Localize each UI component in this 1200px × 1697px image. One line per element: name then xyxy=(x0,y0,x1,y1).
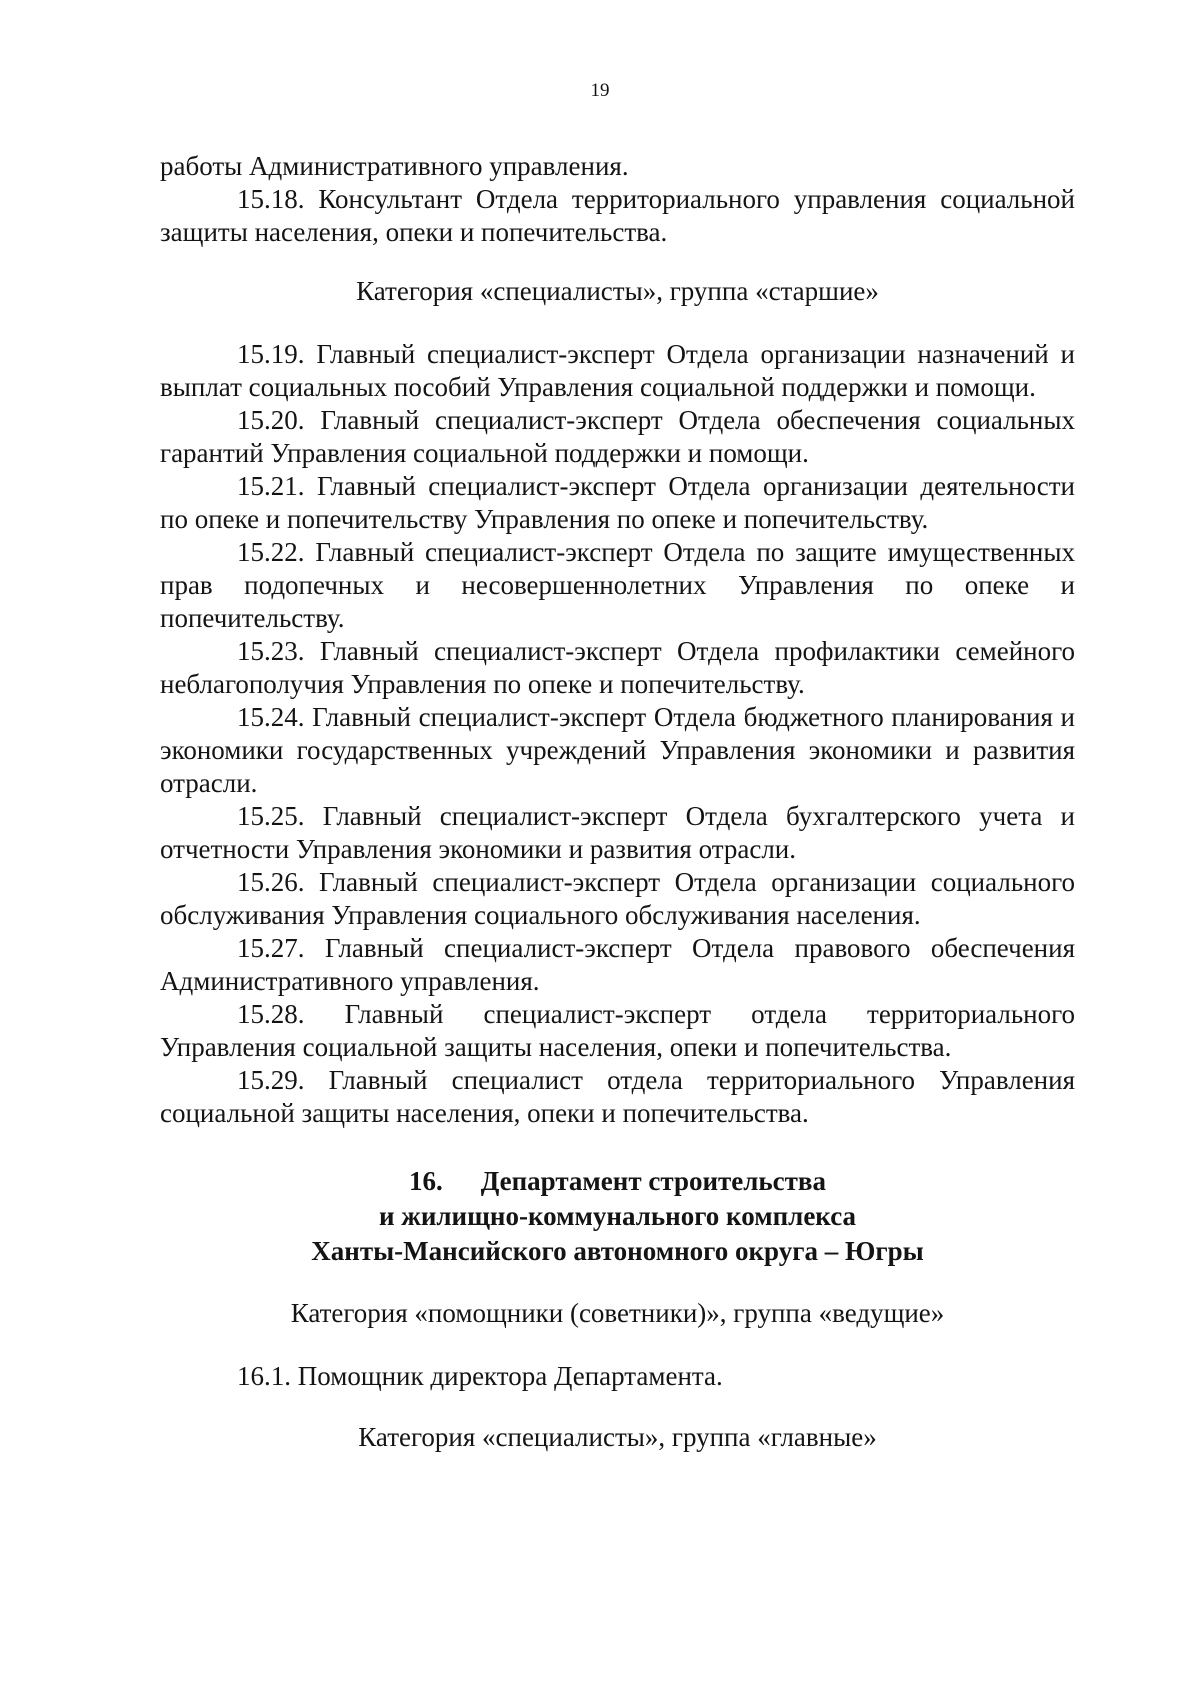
list-item: 15.24. Главный специалист-эксперт Отдела бюджетного планирования и экономики государственных учреждений Управления экономики и развития отрасли. xyxy=(160,702,1075,798)
section-title-text: Департамент строительства xyxy=(480,1166,827,1196)
list-item: 15.26. Главный специалист-эксперт Отдела организации социального обслуживания Управления социального обслуживания населения. xyxy=(160,867,1075,930)
document-body xyxy=(160,150,1075,1484)
list-item: 15.19. Главный специалист-эксперт Отдела организации назначений и выплат социальных пособий Управления социальной поддержки и помощи. xyxy=(160,339,1075,402)
list-item: 15.28. Главный специалист-эксперт отдела территориального Управления социальной защиты населения, опеки и попечительства. xyxy=(160,999,1075,1062)
category-heading: Категория «помощники (советники)», группа «ведущие» xyxy=(290,1298,945,1328)
page-number: 19 xyxy=(590,80,610,101)
section-title-line-1 xyxy=(160,1164,1075,1199)
list-item: 15.22. Главный специалист-эксперт Отдела по защите имущественных прав подопечных и несовершеннолетних Управления по опеке и попечительству. xyxy=(160,537,1075,633)
category-heading: Категория «специалисты», группа «старшие» xyxy=(356,276,879,306)
list-item: 15.21. Главный специалист-эксперт Отдела организации деятельности по опеке и попечительству Управления по опеке и попечительству. xyxy=(160,471,1075,534)
list-item: 15.25. Главный специалист-эксперт Отдела бухгалтерского учета и отчетности Управления экономики и развития отрасли. xyxy=(160,801,1075,864)
list-15 xyxy=(160,338,1075,1130)
list-item: 15.27. Главный специалист-эксперт Отдела правового обеспечения Административного управления. xyxy=(160,933,1075,996)
list-item: 15.23. Главный специалист-эксперт Отдела профилактики семейного неблагополучия Управления по опеке и попечительству. xyxy=(160,636,1075,699)
paragraph: работы Административного управления. xyxy=(160,151,629,181)
paragraph-15-18: 15.18. Консультант Отдела территориального управления социальной защиты населения, опеки и попечительства. xyxy=(160,184,1075,247)
section-title-line-2: и жилищно-коммунального комплекса xyxy=(378,1201,857,1231)
section-number: 16. xyxy=(408,1166,443,1196)
list-item: 15.29. Главный специалист отдела территориального Управления социальной защиты населения, опеки и попечительства. xyxy=(160,1065,1075,1128)
list-item: 15.20. Главный специалист-эксперт Отдела обеспечения социальных гарантий Управления социальной поддержки и помощи. xyxy=(160,405,1075,468)
category-heading: Категория «специалисты», группа «главные» xyxy=(358,1422,877,1452)
section-title xyxy=(160,1164,1075,1269)
section-title-line-3: Ханты-Мансийского автономного округа – Югры xyxy=(311,1236,924,1266)
list-item: 16.1. Помощник директора Департамента. xyxy=(237,1361,723,1391)
